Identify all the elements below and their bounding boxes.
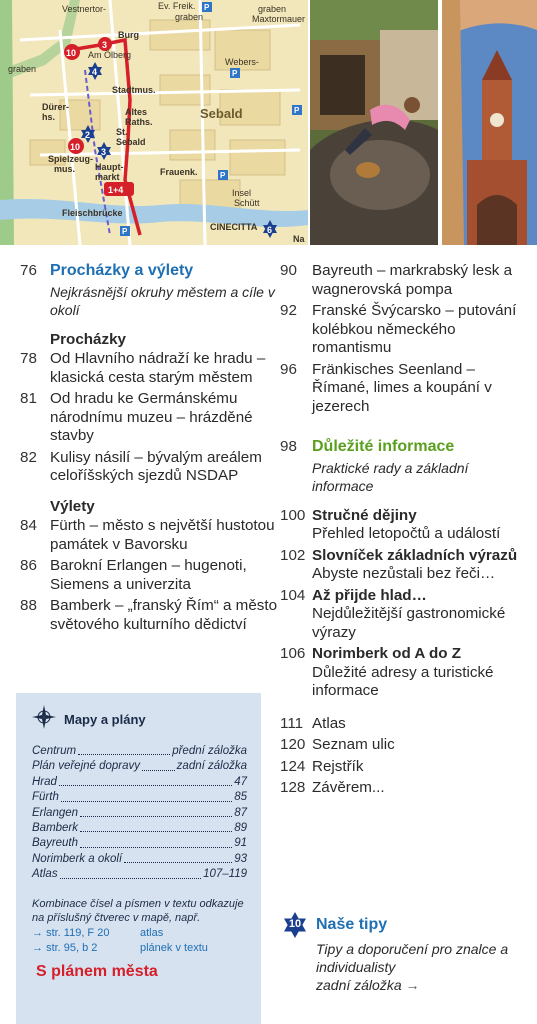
- reference-code: str. 119, F 20: [46, 926, 110, 939]
- leader-dots: [142, 759, 175, 770]
- leader-dots: [78, 744, 170, 755]
- toc-page-number: 84: [20, 517, 37, 534]
- map-label: Maxtormauer: [252, 14, 306, 24]
- toc-entry[interactable]: [20, 390, 282, 446]
- toc-section-title: Procházky a výlety: [50, 262, 194, 279]
- tips-text: Tipy a doporučení pro znalce a individualisty: [316, 941, 509, 975]
- leader-dots: [61, 790, 232, 801]
- map-marker: 10: [70, 142, 81, 152]
- map-label: Am Ölberg: [88, 50, 132, 60]
- grid-reference-note: Kombinace čísel a písmen v textu odkazuje na příslušný čtverec v mapě, např.: [32, 897, 244, 925]
- toc-section-subtitle: Nejkrásnější okruhy městem a cíle v okolí: [50, 283, 275, 318]
- header-image-strip: [0, 0, 537, 245]
- toc-page-number: 92: [280, 302, 297, 319]
- map-label: Ev. Freik.: [158, 1, 196, 11]
- toc-entry[interactable]: [20, 597, 282, 634]
- map-label: Sebald: [200, 106, 243, 121]
- toc-right-column: [280, 262, 530, 801]
- map-marker: 3: [102, 40, 108, 50]
- map-label: graben: [258, 4, 287, 14]
- leader-dots: [80, 806, 232, 817]
- svg-text:P: P: [232, 69, 238, 78]
- map-label: Fleischbrücke: [62, 208, 123, 218]
- map-marker: 1+4: [108, 185, 124, 195]
- map-location: přední záložka: [172, 745, 247, 757]
- arrow-right-icon: →: [32, 941, 43, 954]
- map-list-row[interactable]: [32, 821, 247, 836]
- toc-entry[interactable]: [20, 557, 282, 594]
- map-label: CINECITTA: [210, 222, 258, 232]
- photo-girl-on-sculpture: [310, 0, 438, 245]
- toc-entry-subtitle: Abyste nezůstali bez řeči…: [312, 565, 496, 582]
- toc-entry[interactable]: [280, 758, 530, 777]
- map-location: 89: [234, 822, 247, 835]
- toc-entry-title: Fränkisches Seenland – Římané, limes a koupání v jezerech: [312, 360, 492, 415]
- toc-entry[interactable]: [20, 350, 282, 387]
- map-label: markt: [95, 172, 120, 182]
- toc-page-number: 100: [280, 506, 306, 524]
- toc-entry-title: Fürth – město s největší hustotou památek v Bavorsku: [50, 517, 275, 553]
- toc-entry[interactable]: [20, 517, 282, 554]
- toc-subheading-trips: Výlety: [50, 497, 95, 515]
- svg-text:P: P: [220, 171, 226, 180]
- map-location: 47: [234, 775, 247, 788]
- map-name: Erlangen: [32, 806, 79, 819]
- map-list-row[interactable]: [32, 759, 247, 774]
- map-list-row[interactable]: [32, 836, 247, 851]
- tips-header: [282, 912, 530, 938]
- toc-page-number: 78: [20, 350, 37, 367]
- tips-description: [282, 940, 530, 994]
- reference-example: [32, 926, 247, 941]
- toc-section-subtitle: Praktické rady a základní informace: [312, 459, 469, 494]
- svg-text:P: P: [122, 227, 128, 236]
- svg-text:P: P: [294, 106, 300, 115]
- map-location: zadní záložka: [176, 760, 247, 773]
- map-name: Hrad: [32, 775, 57, 788]
- toc-page-number: 98: [280, 438, 297, 455]
- toc-entry-title: Od hradu ke Germánskému národnímu muzeu – hrázděné stavby: [50, 390, 253, 444]
- toc-entry[interactable]: [280, 302, 530, 358]
- toc-entry[interactable]: [280, 587, 530, 643]
- map-name: Fürth: [32, 791, 59, 804]
- city-plan-label: S plánem města: [36, 963, 158, 980]
- map-label: mus.: [54, 164, 76, 174]
- toc-entry[interactable]: [280, 779, 530, 798]
- map-label: Stadtmus.: [112, 85, 156, 95]
- toc-entry-subtitle: Nejdůležitější gastronomické výrazy: [312, 605, 506, 641]
- arrow-right-icon: →: [405, 977, 420, 993]
- compass-rose-icon: [32, 705, 56, 734]
- map-label: Haupt-: [95, 162, 124, 172]
- reference-example: [32, 941, 247, 956]
- map-list-row[interactable]: [32, 744, 247, 759]
- leader-dots: [80, 821, 232, 832]
- toc-entry-important-info[interactable]: [280, 438, 530, 495]
- reference-code: str. 95, b 2: [46, 941, 98, 954]
- maps-and-plans-box: [16, 693, 261, 1024]
- toc-entry-title: Bayreuth – markrabský lesk a wagnerovská pompa: [312, 262, 513, 298]
- tips-title: Naše tipy: [316, 916, 388, 933]
- map-label: graben: [175, 12, 204, 22]
- toc-entry-title: Až přijde hlad…: [312, 586, 427, 604]
- toc-subheading-walks: Procházky: [50, 330, 126, 348]
- maps-box-header: [32, 705, 247, 734]
- map-label: Burg: [118, 30, 139, 40]
- map-location: 87: [234, 806, 247, 819]
- toc-left-column: [20, 262, 282, 637]
- toc-page-number: 86: [20, 557, 37, 574]
- reference-type: plánek v textu: [140, 941, 208, 954]
- toc-page-number: 120: [280, 736, 306, 753]
- toc-entry[interactable]: [280, 507, 530, 544]
- map-name: Bayreuth: [32, 837, 79, 850]
- toc-page-number: 104: [280, 586, 306, 604]
- toc-entry[interactable]: [280, 715, 530, 734]
- map-marker: 2: [85, 130, 91, 140]
- leader-dots: [80, 836, 232, 847]
- map-location: 93: [234, 852, 247, 865]
- toc-entry-title: Barokní Erlangen – hugenoti, Siemens a univerzita: [50, 557, 247, 593]
- map-marker: 4: [92, 67, 98, 77]
- map-label: Altes: [125, 107, 148, 117]
- map-label: Vestnertor-: [62, 4, 107, 14]
- map-marker: 6: [267, 225, 273, 235]
- toc-entry[interactable]: [280, 361, 530, 417]
- toc-entry-title: Stručné dějiny: [312, 506, 417, 524]
- map-list-row[interactable]: [32, 852, 247, 867]
- map-label: Sebald: [116, 137, 146, 147]
- toc-entry-title: Atlas: [312, 714, 346, 732]
- map-label: Webers-: [225, 57, 259, 67]
- map-label: Raths.: [125, 117, 153, 127]
- toc-page-number: 128: [280, 779, 306, 796]
- city-map-excerpt: [0, 0, 308, 245]
- photo-gate-tower: [442, 0, 537, 245]
- map-label: Insel: [232, 188, 252, 198]
- map-name: Plán veřejné dopravy: [32, 760, 141, 773]
- map-name: Norimberk a okolí: [32, 852, 123, 865]
- toc-entry-title: Kulisy násilí – bývalým areálem celoříšských sjezdů NSDAP: [50, 448, 262, 484]
- toc-entry-title: Franské Švýcarsko – putování kolébkou německého romantismu: [312, 302, 517, 356]
- toc-page-number: 102: [280, 546, 306, 564]
- map-name: Centrum: [32, 745, 77, 757]
- svg-text:P: P: [204, 3, 210, 12]
- toc-entry-subtitle: Důležité adresy a turistické informace: [312, 663, 494, 699]
- map-label: hs.: [42, 112, 56, 122]
- map-label: Spielzeug-: [48, 154, 94, 164]
- map-label: St.: [116, 127, 128, 137]
- tips-star-badge-icon: [282, 912, 308, 938]
- toc-entry-title: Od Hlavního nádraží ke hradu – klasická cesta starým městem: [50, 350, 266, 386]
- toc-entry-title: Závěrem...: [312, 779, 385, 796]
- toc-entry-title: Norimberk od A do Z: [312, 645, 462, 662]
- toc-entry-title: Slovníček základních výrazů: [312, 546, 518, 564]
- toc-page-number: 124: [280, 757, 306, 775]
- toc-entry-title: Rejstřík: [312, 757, 364, 775]
- map-list-row[interactable]: [32, 790, 247, 805]
- map-list-row[interactable]: [32, 867, 247, 882]
- map-location: 85: [234, 791, 247, 804]
- reference-type: atlas: [140, 926, 164, 939]
- toc-entry-walks-and-trips[interactable]: [20, 262, 282, 319]
- map-list-row[interactable]: [32, 806, 247, 821]
- toc-page-number: 82: [20, 448, 37, 466]
- toc-entry[interactable]: [20, 449, 282, 486]
- map-list-row[interactable]: [32, 775, 247, 790]
- map-label: Frauenk.: [160, 167, 198, 177]
- toc-entry-subtitle: Přehled letopočtů a událostí: [312, 525, 501, 542]
- toc-entry-title: Seznam ulic: [312, 736, 395, 753]
- tips-badge-number: 10: [288, 918, 302, 930]
- toc-page-number: 88: [20, 597, 37, 614]
- toc-entry[interactable]: [280, 262, 530, 299]
- toc-page-number: 90: [280, 262, 297, 279]
- map-name: Bamberk: [32, 822, 79, 835]
- toc-entry-title: Bamberk – „franský Řím“ a město světového kulturního dědictví: [50, 597, 278, 633]
- toc-page-number: 96: [280, 360, 297, 378]
- map-graphic: [0, 0, 308, 245]
- toc-page-number: 106: [280, 645, 306, 662]
- map-location: 91: [234, 837, 247, 850]
- map-marker: 10: [66, 48, 77, 58]
- toc-section-title: Důležité informace: [312, 438, 455, 455]
- map-label: Schütt: [234, 198, 260, 208]
- leader-dots: [60, 867, 202, 878]
- toc-entry[interactable]: [280, 645, 530, 701]
- our-tips-block[interactable]: [282, 912, 530, 994]
- toc-entry[interactable]: [280, 736, 530, 755]
- maps-box-title: Mapy a plány: [64, 712, 146, 727]
- tips-location: zadní záložka: [316, 977, 402, 993]
- map-label: Dürer-: [42, 102, 70, 112]
- map-label: graben: [8, 64, 37, 74]
- toc-page-number: 111: [280, 714, 304, 732]
- map-marker: 3: [101, 147, 107, 157]
- leader-dots: [124, 852, 232, 863]
- toc-page-number: 81: [20, 390, 37, 407]
- toc-page-number: 76: [20, 262, 37, 279]
- arrow-right-icon: →: [32, 926, 43, 939]
- toc-entry[interactable]: [280, 547, 530, 584]
- map-name: Atlas: [32, 868, 58, 881]
- map-location: 107–119: [203, 868, 247, 881]
- map-label: Na: [293, 234, 305, 244]
- leader-dots: [59, 775, 232, 786]
